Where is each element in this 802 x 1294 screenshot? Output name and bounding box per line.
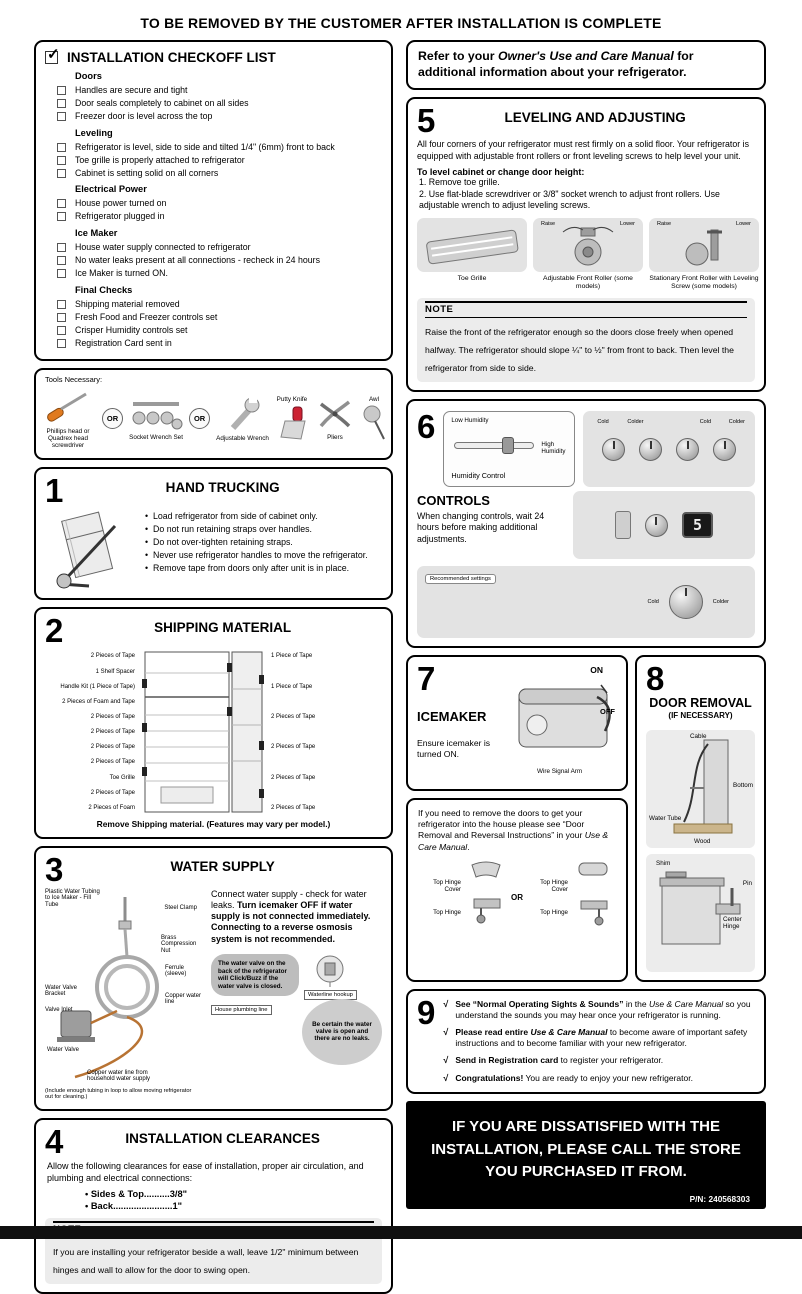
check-mark: √ <box>443 998 449 1009</box>
hinge-figures <box>417 859 617 937</box>
panel-door-removal-reference <box>406 798 628 982</box>
or-label: OR <box>511 893 523 903</box>
step-number: 1 <box>45 471 64 509</box>
checkbox-icon <box>57 169 66 178</box>
top-hinge-cover-label: Top Hinge Cover <box>540 879 568 894</box>
refrigerator-diagram <box>139 649 267 815</box>
pin-label: Pin <box>742 879 752 887</box>
tool-putty-knife <box>275 396 309 441</box>
panel-header <box>45 471 382 509</box>
shipping-label: 2 Pieces of Foam and Tape <box>62 698 135 705</box>
shipping-label: Toe Grille <box>109 774 135 781</box>
or-circle-icon: OR <box>189 408 210 429</box>
final-item-text: See “Normal Operating Sights & Sounds” in the Use & Care Manual so you understand the sounds you may hear once your refrigerator is running. <box>455 998 751 1020</box>
tool-socket-set <box>129 396 183 441</box>
door-removal-title: DOOR REMOVAL <box>649 696 752 711</box>
panel-leveling-adjusting <box>406 97 766 392</box>
diagram-label: Ferrule (sleeve) <box>165 964 187 978</box>
bullet-item: • Never use refrigerator handles to move the refrigerator. <box>145 550 382 561</box>
step-number: 4 <box>45 1122 64 1160</box>
final-item <box>443 999 755 1021</box>
step-number: 3 <box>45 851 64 889</box>
temperature-knob-icon <box>669 585 703 619</box>
dissatisfied-text: IF YOU ARE DISSATISFIED WITH THE INSTALLATION, PLEASE CALL THE STORE YOU PURCHASED IT FROM. <box>431 1118 741 1181</box>
icemaker-ensure-text: Ensure icemaker is turned ON. <box>417 738 491 759</box>
figure-caption: Stationary Front Roller with Leveling Screw (some models) <box>649 275 759 291</box>
clearance-item: • Sides & Top..........3/8" <box>85 1189 188 1200</box>
door-removal-reference-text <box>418 808 616 853</box>
final-item-text: Congratulations! You are ready to enjoy your new refrigerator. <box>455 1072 693 1083</box>
checkoff-section-final-checks <box>45 285 382 349</box>
top-hinge-label: Top Hinge <box>540 909 568 917</box>
final-item <box>443 1027 755 1049</box>
diagram-label: Copper water line from household water supply <box>87 1069 151 1083</box>
off-label: OFF <box>600 707 615 717</box>
shipping-label: 2 Pieces of Tape <box>271 744 316 751</box>
humidity-slider-knob <box>502 437 514 454</box>
checkoff-title: INSTALLATION CHECKOFF LIST <box>67 50 276 65</box>
water-supply-body <box>45 889 382 1101</box>
controls-text-area <box>417 491 565 545</box>
toe-grille-image <box>417 218 527 272</box>
water-text-bold: Turn icemaker OFF if water supply is not connected immediately. Connecting to a reverse osmosis system is not recommended. <box>211 899 371 944</box>
tool-caption: Socket Wrench Set <box>129 434 183 442</box>
icemaker-illustration <box>497 663 631 781</box>
lower-label: Lower <box>620 221 635 228</box>
panel-title: INSTALLATION CLEARANCES <box>125 1130 320 1146</box>
controls-title: CONTROLS <box>417 493 490 509</box>
section-heading: Final Checks <box>75 284 133 295</box>
checkoff-header <box>45 46 382 65</box>
hand-trucking-body <box>45 508 382 590</box>
be-certain-note: Be certain the water valve is open and there are no leaks. <box>302 999 382 1065</box>
leveling-screw-image <box>649 218 759 272</box>
waterline-hookup-figure <box>304 954 357 1000</box>
tool-caption: Awl <box>368 396 379 404</box>
knob-row <box>573 491 755 559</box>
checklist-item <box>57 325 382 336</box>
refer-text-1: Refer to your <box>418 49 498 63</box>
panel-title: WATER SUPPLY <box>170 859 275 875</box>
checkbox-icon <box>57 156 66 165</box>
panel-icemaker <box>406 655 628 791</box>
checkbox-icon <box>57 99 66 108</box>
checklist-item <box>57 211 382 222</box>
on-label: ON <box>590 665 603 676</box>
adjustable-roller-figure <box>533 218 643 291</box>
high-humidity-label: High Humidity <box>541 441 566 456</box>
door-ref-text-1: If you need to remove the doors to get your refrigerator into the house please see “Door Removal and Reversal Instructions” in your <box>418 808 585 841</box>
cold-label: Cold <box>647 599 659 606</box>
checkbox-icon <box>57 112 66 121</box>
checkbox-icon <box>57 300 66 309</box>
control-panel-figure-3 <box>417 566 755 638</box>
checklist-item-label: House water supply connected to refrigerator <box>75 241 251 252</box>
shipping-label: 2 Pieces of Tape <box>271 714 316 721</box>
columns <box>0 40 802 1294</box>
left-column <box>34 40 393 1294</box>
checkbox-icon <box>57 143 66 152</box>
cold-label: Cold <box>699 419 711 426</box>
right-column <box>406 40 766 1209</box>
checklist-item-label: Ice Maker is turned ON. <box>75 267 168 278</box>
step-number: 5 <box>417 101 436 139</box>
panel-tools-necessary <box>34 368 393 460</box>
panel-installation-clearances <box>34 1118 393 1294</box>
top-hinge-figure <box>419 859 508 937</box>
shipping-labels-right <box>271 649 333 815</box>
shipping-label: 1 Shelf Spacer <box>95 668 135 675</box>
tool-awl <box>361 396 387 441</box>
or-circle-icon: OR <box>102 408 123 429</box>
waterline-hookup-label: Waterline hookup <box>304 990 357 1000</box>
shipping-label: 1 Piece of Tape <box>271 653 313 660</box>
checkbox-icon <box>57 199 66 208</box>
door-removal-subtitle: (IF NECESSARY) <box>668 710 733 720</box>
panel-title: HAND TRUCKING <box>165 479 280 495</box>
checkoff-section-ice-maker <box>45 228 382 279</box>
shipping-label: 2 Pieces of Tape <box>90 789 135 796</box>
colder-label: Colder <box>712 599 729 606</box>
step-number: 7 <box>417 660 436 698</box>
wood-label: Wood <box>694 837 711 845</box>
check-glyph: ✓ <box>47 46 60 63</box>
temperature-knob-icon <box>676 438 699 461</box>
checkbox-icon <box>57 339 66 348</box>
water-tube-label: Water Tube <box>649 814 682 822</box>
dissatisfied-notice <box>406 1101 766 1209</box>
rocker-switch-icon <box>615 511 631 539</box>
adjustable-wrench-icon <box>225 395 261 433</box>
checklist-item-label: Refrigerator plugged in <box>75 211 165 222</box>
panel-header <box>45 612 382 650</box>
screwdriver-icon <box>46 388 90 426</box>
checklist-item <box>57 299 382 310</box>
checked-checkbox-icon <box>45 46 60 64</box>
section-heading: Doors <box>75 71 102 81</box>
shipping-label: 2 Pieces of Tape <box>90 714 135 721</box>
checklist-item <box>57 168 382 179</box>
top-hinge-figure-alt <box>526 859 615 937</box>
figure-caption: Toe Grille <box>457 275 487 283</box>
shipping-label: 2 Pieces of Tape <box>90 744 135 751</box>
colder-label: Colder <box>627 419 644 426</box>
door-ref-text-2: . <box>467 841 470 852</box>
checklist-item-label: Freezer door is level across the top <box>75 111 213 122</box>
step-number: 9 <box>417 993 436 1031</box>
manual-title: Use & Care Manual <box>418 830 609 852</box>
diagram-label: Valve Inlet <box>45 1006 73 1013</box>
bullet-item: • Remove tape from doors only after unit is in place. <box>145 563 382 574</box>
panel-header <box>417 101 755 139</box>
lower-label: Lower <box>736 221 751 228</box>
putty-knife-icon <box>275 405 309 441</box>
cable-label: Cable <box>690 732 707 740</box>
checkbox-icon <box>57 326 66 335</box>
tool-caption: Phillips head or Quadrex head screwdriver <box>46 427 90 450</box>
checklist-item <box>57 142 382 153</box>
checklist-item-label: Fresh Food and Freezer controls set <box>75 311 218 322</box>
top-hinge-cover-label: Top Hinge Cover <box>433 879 461 894</box>
leveling-subhead: To level cabinet or change door height: <box>417 167 585 178</box>
checklist-item-label: Toe grille is properly attached to refrigerator <box>75 154 245 165</box>
checklist-item-label: Crisper Humidity controls set <box>75 324 188 335</box>
manual-title: Owner's Use and Care Manual <box>497 49 674 63</box>
panel-installation-checkoff-list <box>34 40 393 361</box>
water-text-plain: Connect water supply - check for water leaks. <box>211 888 367 910</box>
shim-label: Shim <box>656 859 671 867</box>
shipping-label: 2 Pieces of Tape <box>271 774 316 781</box>
tool-caption: Putty Knife <box>276 396 308 404</box>
diagram-label: Water Valve <box>47 1046 80 1053</box>
panel-header <box>45 851 382 889</box>
shipping-label: Handle Kit (1 Piece of Tape) <box>60 683 135 690</box>
humidity-control-figure <box>443 411 575 487</box>
icemaker-figure <box>497 663 617 781</box>
checklist-item-label: Registration Card sent in <box>75 337 172 348</box>
shipping-label: 2 Pieces of Tape <box>90 729 135 736</box>
checklist-item-label: House power turned on <box>75 198 167 209</box>
tool-screwdriver <box>40 388 96 450</box>
adjustable-roller-image <box>533 218 643 272</box>
tool-pliers <box>315 396 355 441</box>
water-supply-text <box>211 889 382 945</box>
tool-adjustable-wrench <box>216 395 269 442</box>
temperature-knob-icon <box>713 438 736 461</box>
checklist-item <box>57 198 382 209</box>
check-mark: √ <box>443 1054 449 1065</box>
shipping-label: 1 Piece of Tape <box>271 683 313 690</box>
recommended-settings-label: Recommended settings <box>425 574 496 584</box>
house-plumbing-label: House plumbing line <box>211 1005 272 1015</box>
bottom-label: Bottom <box>733 781 753 789</box>
checklist-item <box>57 268 382 279</box>
water-line-diagram <box>45 889 203 1101</box>
water-supply-text-area <box>211 889 382 1101</box>
clearances-intro: Allow the following clearances for ease of installation, proper air circulation, and plumbing and electrical connections: <box>47 1161 364 1183</box>
diagram-label: Water Valve Bracket <box>45 984 78 998</box>
socket-wrench-set-icon <box>129 396 183 432</box>
panel-title: LEVELING AND ADJUSTING <box>504 109 686 125</box>
humidity-control-label: Humidity Control <box>451 471 506 481</box>
center-hinge-label: Center Hinge <box>723 915 742 930</box>
tool-caption: Adjustable Wrench <box>216 435 269 443</box>
controls-row-1 <box>417 408 755 487</box>
panel-controls <box>406 399 766 648</box>
step-number: 2 <box>45 612 64 650</box>
top-hinge-icon <box>464 859 508 937</box>
checkoff-section-doors <box>45 71 382 122</box>
checklist-item <box>57 312 382 323</box>
checklist-item-label: Cabinet is setting solid on all corners <box>75 167 219 178</box>
hinge-labels <box>526 879 568 916</box>
final-item <box>443 1073 755 1085</box>
check-mark: √ <box>443 1026 449 1037</box>
low-humidity-label: Low Humidity <box>451 417 489 425</box>
shipping-label: 2 Pieces of Tape <box>90 759 135 766</box>
checkoff-section-electrical <box>45 184 382 222</box>
checkbox-icon <box>57 269 66 278</box>
water-valve-note-cluster <box>211 954 382 1065</box>
panel-final-reminders <box>406 989 766 1095</box>
final-items <box>443 997 755 1085</box>
checkbox-icon <box>57 256 66 265</box>
hinge-labels <box>419 879 461 916</box>
panel-shipping-material <box>34 607 393 839</box>
checklist-item <box>57 155 382 166</box>
refer-to-manual-box <box>406 40 766 90</box>
controls-text: When changing controls, wait 24 hours before making additional adjustments. <box>417 511 545 544</box>
note-box <box>417 298 755 382</box>
checklist-item-label: Shipping material removed <box>75 298 180 309</box>
checklist-item-label: Handles are secure and tight <box>75 85 188 95</box>
temperature-knob-icon <box>645 514 668 537</box>
section-heading: Leveling <box>75 127 113 138</box>
checkoff-section-leveling <box>45 128 382 179</box>
toe-grille-figure <box>417 218 527 291</box>
loop-note: (Include enough tubing in loop to allow moving refrigerator out for cleaning.) <box>45 1088 192 1101</box>
refer-text-2: for additional information about your refrigerator. <box>418 49 694 79</box>
checkbox-icon <box>57 86 66 95</box>
colder-label: Colder <box>728 419 745 426</box>
pliers-icon <box>315 396 355 432</box>
checkbox-icon <box>57 313 66 322</box>
figure-caption: Adjustable Front Roller (some models) <box>543 275 633 291</box>
checklist-item <box>57 111 382 122</box>
awl-icon <box>361 405 387 441</box>
control-panel-figure <box>583 411 755 487</box>
diagram-label: Copper water line <box>165 992 202 1006</box>
panel-door-removal <box>635 655 766 982</box>
leveling-screw-figure <box>649 218 759 291</box>
step-number: 8 <box>646 660 665 698</box>
wire-signal-arm-label: Wire Signal Arm <box>537 768 583 776</box>
shipping-label: 2 Pieces of Tape <box>271 805 316 812</box>
row-icemaker-door-removal <box>406 655 766 982</box>
shipping-caption: Remove Shipping material. (Features may vary per model.) <box>96 819 331 830</box>
checklist-item <box>57 85 382 96</box>
diagram-label: Plastic Water Tubing to Ice Maker - Fill Tube <box>45 888 100 908</box>
humidity-slider-track <box>454 442 534 449</box>
leveling-figures <box>417 218 759 291</box>
section-heading: Electrical Power <box>75 184 147 195</box>
icemaker-title: ICEMAKER <box>417 709 487 725</box>
final-item <box>443 1055 755 1067</box>
shipping-label: 2 Pieces of Tape <box>90 653 135 660</box>
center-hinge-figure <box>646 854 755 972</box>
checklist-item-label: No water leaks present at all connections - recheck in 24 hours <box>75 254 320 265</box>
checklist-item-label: Refrigerator is level, side to side and tilted 1/4" (6mm) front to back <box>75 141 335 152</box>
checklist-item <box>57 242 382 253</box>
clearance-item: • Back.......................1" <box>85 1201 183 1212</box>
leveling-step: 1. Remove toe grille. <box>419 177 500 188</box>
temperature-display: 5 <box>682 512 713 538</box>
panel-water-supply <box>34 846 393 1110</box>
control-panel-figure-2 <box>573 491 755 559</box>
section-heading: Ice Maker <box>75 227 118 238</box>
checklist-item <box>57 338 382 349</box>
valve-click-buzz-note: The water valve on the back of the refrigerator will Click/Buzz if the water valve is closed. <box>211 954 299 996</box>
leveling-steps <box>419 177 755 211</box>
hand-truck-illustration <box>45 508 137 590</box>
step-number: 6 <box>417 408 436 446</box>
panel-header <box>45 1122 382 1160</box>
checklist-item-label: Door seals completely to cabinet on all sides <box>75 98 249 109</box>
note-text: Raise the front of the refrigerator enough so the doors close freely when opened halfway. The refrigerator should slope ¼" to ½" from front to back. Then level the refrigerator from side to side. <box>425 327 734 374</box>
panel-title: SHIPPING MATERIAL <box>154 620 292 636</box>
leveling-intro: All four corners of your refrigerator must rest firmly on a solid floor. Your refrigerator is equipped with adjustable front rollers or front leveling screws to help level your unit. <box>417 139 749 161</box>
bullet-item: • Do not over-tighten retaining straps. <box>145 537 382 548</box>
raise-label: Raise <box>541 221 556 228</box>
waterline-hookup-icon <box>310 954 350 988</box>
bullet-item: • Do not run retaining straps over handles. <box>145 524 382 535</box>
final-item-text: Please read entire Use & Care Manual to become aware of important safety instructions and to become familiar with your new refrigerator. <box>455 1026 748 1048</box>
icemaker-top <box>417 660 617 781</box>
raise-label: Raise <box>657 221 672 228</box>
note-label: NOTE <box>425 301 747 318</box>
icemaker-subcolumn <box>406 655 628 982</box>
hand-trucking-bullets <box>145 508 382 590</box>
check-mark: √ <box>443 1072 449 1083</box>
checklist-item <box>57 255 382 266</box>
panel-hand-trucking <box>34 467 393 600</box>
page-title: TO BE REMOVED BY THE CUSTOMER AFTER INSTALLATION IS COMPLETE <box>140 15 662 31</box>
final-item-text: Send in Registration card to register your refrigerator. <box>455 1054 664 1065</box>
tools-label: Tools Necessary: <box>45 374 103 384</box>
icemaker-text-column <box>417 660 493 781</box>
door-cable-figure <box>646 730 755 848</box>
part-number: P/N: 240568303 <box>689 1193 750 1204</box>
top-hinge-icon <box>571 859 615 937</box>
shipping-labels-left <box>45 649 135 815</box>
diagram-label: Steel Clamp <box>164 904 197 911</box>
cold-label: Cold <box>597 419 609 426</box>
shipping-label: 2 Pieces of Foam <box>88 804 135 811</box>
checkbox-icon <box>57 212 66 221</box>
shipping-diagram-area <box>45 649 382 815</box>
top-hinge-label: Top Hinge <box>433 909 461 917</box>
controls-row-2 <box>417 491 755 559</box>
temperature-knob-icon <box>639 438 662 461</box>
temperature-knob-icon <box>602 438 625 461</box>
checkbox-icon <box>57 243 66 252</box>
note-text: If you are installing your refrigerator beside a wall, leave 1/2" minimum between hinges and wall to allow for the door to swing open. <box>53 1247 359 1276</box>
checklist-item <box>57 98 382 109</box>
leveling-step: 2. Use flat-blade screwdriver or 3/8" socket wrench to adjust front rollers. Use adjustable wrench to adjust leveling screws. <box>419 188 720 210</box>
tool-caption: Pliers <box>327 434 343 442</box>
bottom-black-bar <box>0 1226 802 1239</box>
diagram-label: Brass Compression Nut <box>161 934 197 954</box>
bullet-item: • Load refrigerator from side of cabinet only. <box>145 511 382 522</box>
